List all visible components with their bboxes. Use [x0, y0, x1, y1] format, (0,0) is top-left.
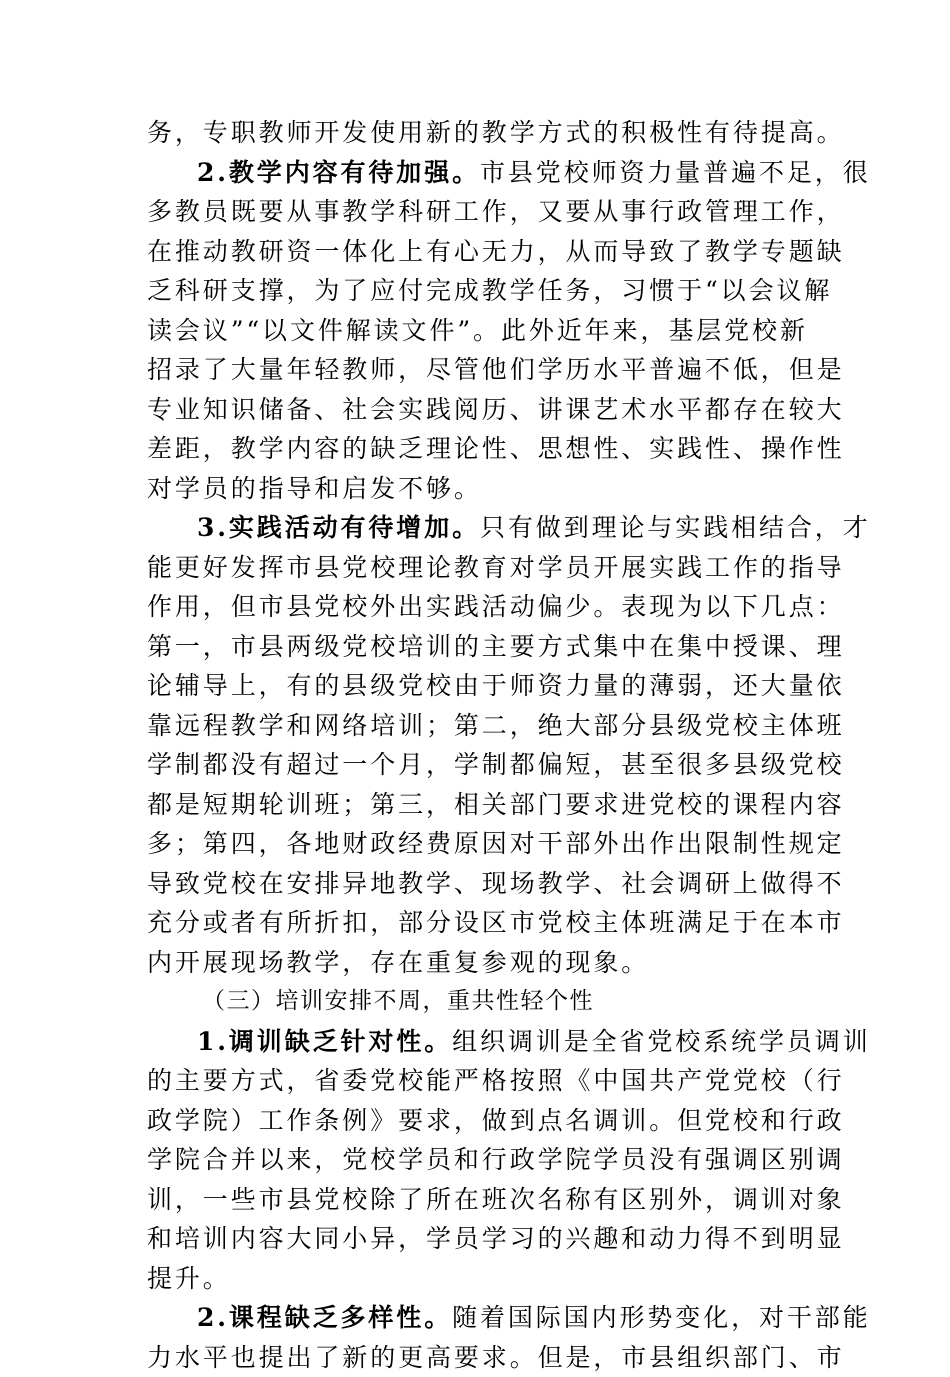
text-line: 都是短期轮训班；第三，相关部门要求进党校的课程内容 [147, 785, 803, 825]
text-line: 多教员既要从事教学科研工作，又要从事行政管理工作， [147, 192, 803, 232]
text-run: 组织调训是全省党校系统学员调训 [452, 1027, 871, 1056]
text-line: 务，专职教师开发使用新的教学方式的积极性有待提高。 [147, 113, 803, 153]
section-heading: 3.实践活动有待增加。 [197, 513, 480, 542]
text-line: 作用，但市县党校外出实践活动偏少。表现为以下几点： [147, 587, 803, 627]
text-line: 内开展现场教学，存在重复参观的现象。 [147, 943, 803, 983]
text-run: 随着国际国内形势变化，对干部能 [452, 1303, 871, 1332]
text-line: 专业知识储备、社会实践阅历、讲课艺术水平都存在较大 [147, 390, 803, 430]
text-line: 招录了大量年轻教师，尽管他们学历水平普遍不低，但是 [147, 350, 803, 390]
text-line: 导致党校在安排异地教学、现场教学、社会调研上做得不 [147, 864, 803, 904]
section-heading: 1.调训缺乏针对性。 [197, 1027, 452, 1056]
section-heading: 2.教学内容有待加强。 [197, 158, 480, 187]
text-line: 的主要方式，省委党校能严格按照《中国共产党党校（行 [147, 1061, 803, 1101]
text-line: 训，一些市县党校除了所在班次名称有区别外，调训对象 [147, 1180, 803, 1220]
text-run: 只有做到理论与实践相结合，才 [480, 513, 871, 542]
paragraph-first-line [147, 1298, 803, 1338]
text-line: 第一，市县两级党校培训的主要方式集中在集中授课、理 [147, 627, 803, 667]
text-line: 读会议”“以文件解读文件”。此外近年来，基层党校新 [147, 311, 803, 351]
text-line: 政学院）工作条例》要求，做到点名调训。但党校和行政 [147, 1101, 803, 1141]
text-line: 提升。 [147, 1259, 803, 1299]
text-line: 充分或者有所折扣，部分设区市党校主体班满足于在本市 [147, 903, 803, 943]
text-line: 和培训内容大同小异，学员学习的兴趣和动力得不到明显 [147, 1219, 803, 1259]
text-line: 多；第四，各地财政经费原因对干部外出作出限制性规定 [147, 824, 803, 864]
text-line: 力水平也提出了新的更高要求。但是，市县组织部门、市 [147, 1338, 803, 1377]
text-line: 在推动教研资一体化上有心无力，从而导致了教学专题缺 [147, 232, 803, 272]
text-line: 差距，教学内容的缺乏理论性、思想性、实践性、操作性 [147, 429, 803, 469]
paragraph-first-line [147, 1022, 803, 1062]
text-run: 市县党校师资力量普遍不足，很 [480, 158, 871, 187]
text-line: 学制都没有超过一个月，学制都偏短，甚至很多县级党校 [147, 745, 803, 785]
text-line: 学院合并以来，党校学员和行政学院学员没有强调区别调 [147, 1140, 803, 1180]
text-line: 能更好发挥市县党校理论教育对学员开展实践工作的指导 [147, 548, 803, 588]
subsection-heading: （三）培训安排不周，重共性轻个性 [147, 982, 803, 1022]
document-page [147, 113, 803, 1377]
paragraph-first-line [147, 153, 803, 193]
section-heading: 2.课程缺乏多样性。 [197, 1303, 452, 1332]
text-line: 论辅导上，有的县级党校由于师资力量的薄弱，还大量依 [147, 666, 803, 706]
text-line: 靠远程教学和网络培训；第二，绝大部分县级党校主体班 [147, 706, 803, 746]
text-line: 对学员的指导和启发不够。 [147, 469, 803, 509]
paragraph-first-line [147, 508, 803, 548]
text-line: 乏科研支撑，为了应付完成教学任务，习惯于“以会议解 [147, 271, 803, 311]
